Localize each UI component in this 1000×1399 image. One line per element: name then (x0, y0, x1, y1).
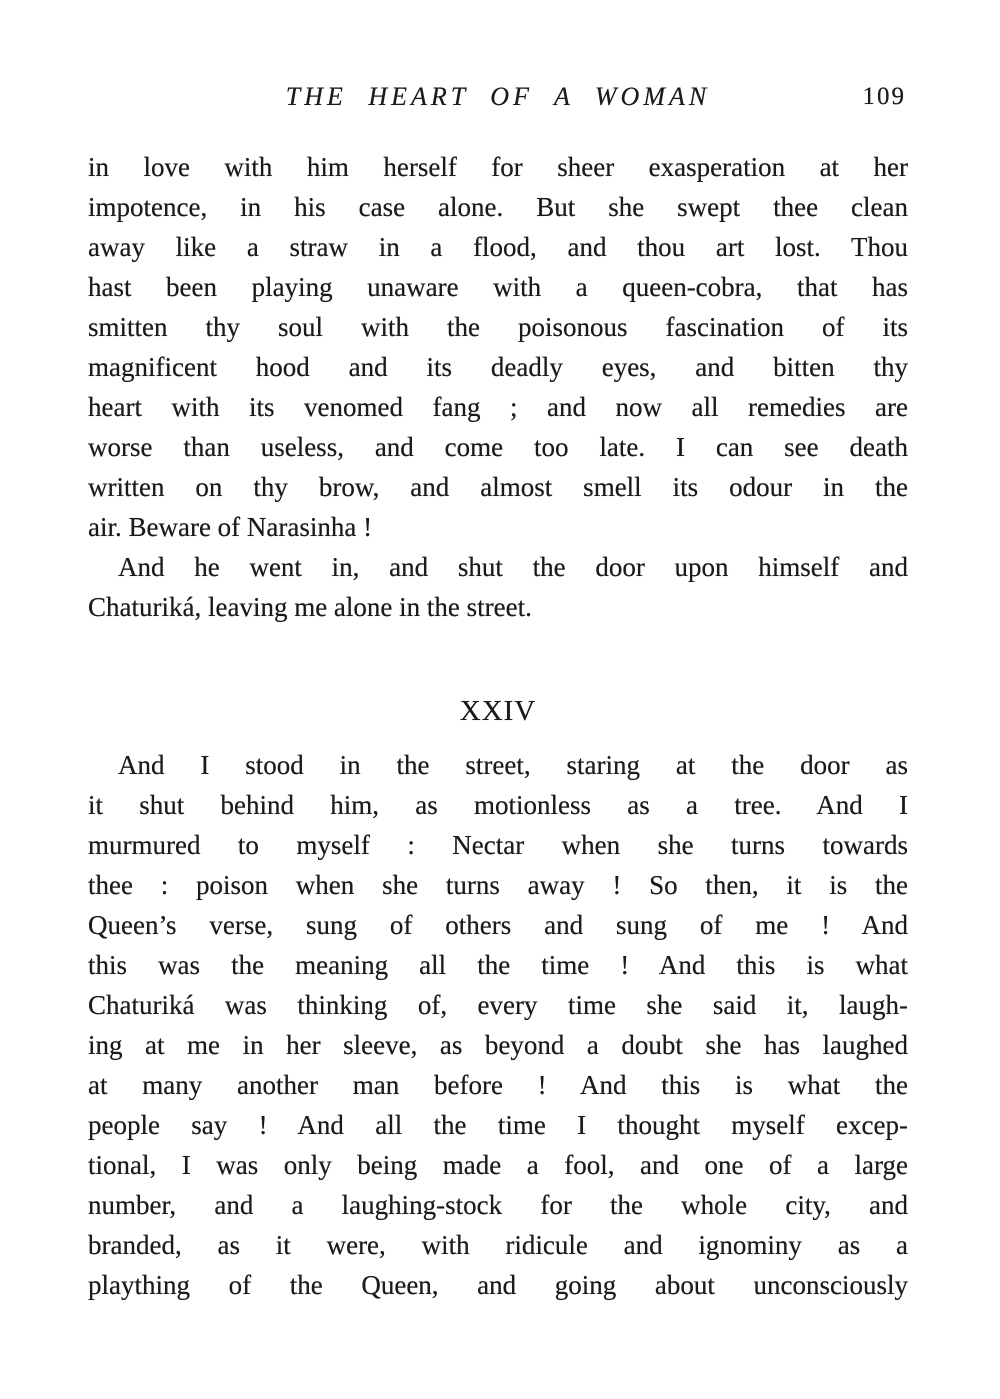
text-line: impotence, in his case alone. But she swept thee clean (88, 192, 908, 222)
text-line: Chaturiká was thinking of, every time she said it, laugh- (88, 990, 908, 1020)
text-line: tional, I was only being made a fool, and one of a large (88, 1150, 908, 1180)
page-header (88, 82, 908, 116)
text-line: hast been playing unaware with a queen-cobra, that has (88, 272, 908, 302)
text-line: in love with him herself for sheer exasperation at her (88, 152, 908, 182)
text-line: air. Beware of Narasinha ! (88, 512, 373, 542)
text-line: worse than useless, and come too late. I can see death (88, 432, 908, 462)
text-line: Chaturiká, leaving me alone in the street. (88, 592, 532, 622)
text-line: it shut behind him, as motionless as a tree. And I (88, 790, 908, 820)
text-line: heart with its venomed fang ; and now all remedies are (88, 392, 908, 422)
body-text (88, 147, 908, 1305)
section-heading: XXIV (459, 695, 537, 727)
paragraph (88, 547, 908, 627)
running-title: THE HEART OF A WOMAN (285, 82, 711, 111)
text-line: plaything of the Queen, and going about unconsciously (88, 1270, 908, 1300)
paragraph (88, 745, 908, 1305)
text-line: magnificent hood and its deadly eyes, and bitten thy (88, 352, 908, 382)
text-line: people say ! And all the time I thought myself excep- (88, 1110, 908, 1140)
text-line: ing at me in her sleeve, as beyond a doubt she has laughed (88, 1030, 908, 1060)
text-line: away like a straw in a flood, and thou art lost. Thou (88, 232, 908, 262)
page-number: 109 (862, 83, 906, 110)
text-line: at many another man before ! And this is what the (88, 1070, 908, 1100)
text-line: smitten thy soul with the poisonous fascination of its (88, 312, 908, 342)
text-line: branded, as it were, with ridicule and ignominy as a (88, 1230, 908, 1260)
text-line: murmured to myself : Nectar when she turns towards (88, 830, 908, 860)
text-line: Queen’s verse, sung of others and sung of me ! And (88, 910, 908, 940)
paragraph (88, 147, 908, 547)
text-line: And I stood in the street, staring at the door as (118, 750, 908, 780)
text-line: this was the meaning all the time ! And this is what (88, 950, 908, 980)
text-line: written on thy brow, and almost smell its odour in the (88, 472, 908, 502)
text-line: number, and a laughing-stock for the whole city, and (88, 1190, 908, 1220)
text-line: thee : poison when she turns away ! So then, it is the (88, 870, 908, 900)
text-line: And he went in, and shut the door upon himself and (118, 552, 908, 582)
